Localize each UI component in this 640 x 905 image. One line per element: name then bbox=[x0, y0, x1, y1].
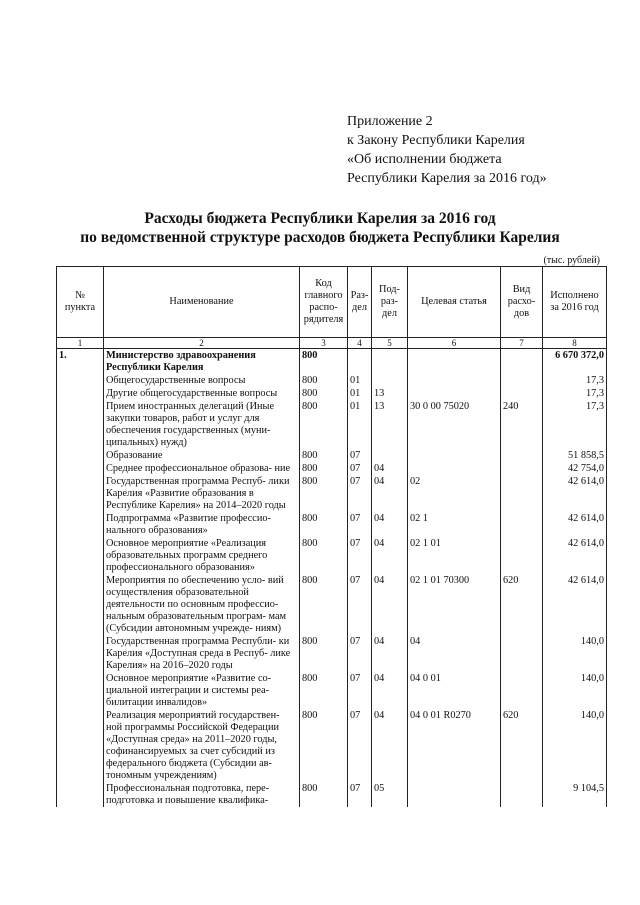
table-row bbox=[57, 462, 607, 475]
table-row bbox=[57, 672, 607, 709]
table-row bbox=[57, 709, 607, 782]
cell-type: 240 bbox=[501, 400, 543, 449]
cell-type bbox=[501, 512, 543, 537]
appendix-block bbox=[347, 112, 547, 188]
cell-name: Подпрограмма «Развитие профессио- нального образования» bbox=[104, 512, 300, 537]
cell-section: 07 bbox=[348, 672, 372, 709]
table-row bbox=[57, 400, 607, 449]
cell-code: 800 bbox=[300, 400, 348, 449]
cell-section: 07 bbox=[348, 475, 372, 512]
column-number: 3 bbox=[300, 338, 348, 349]
header-target: Целевая статья bbox=[408, 267, 501, 338]
cell-code: 800 bbox=[300, 574, 348, 635]
column-number: 1 bbox=[57, 338, 104, 349]
cell-number bbox=[57, 672, 104, 709]
appendix-line: «Об исполнении бюджета bbox=[347, 152, 502, 167]
header-subsection: Под- раз- дел bbox=[372, 267, 408, 338]
column-number: 6 bbox=[408, 338, 501, 349]
column-number: 2 bbox=[104, 338, 300, 349]
cell-code: 800 bbox=[300, 635, 348, 672]
cell-section: 07 bbox=[348, 709, 372, 782]
cell-code: 800 bbox=[300, 709, 348, 782]
column-number: 7 bbox=[501, 338, 543, 349]
cell-target bbox=[408, 782, 501, 807]
cell-subsection: 04 bbox=[372, 574, 408, 635]
cell-target: 04 0 01 bbox=[408, 672, 501, 709]
cell-name: Профессиональная подготовка, пере- подготовка и повышение квалифика- bbox=[104, 782, 300, 807]
cell-amount: 42 614,0 bbox=[543, 574, 607, 635]
cell-amount: 9 104,5 bbox=[543, 782, 607, 807]
cell-amount: 6 670 372,0 bbox=[543, 349, 607, 375]
cell-amount: 42 614,0 bbox=[543, 512, 607, 537]
header-number: № пункта bbox=[57, 267, 104, 338]
cell-target bbox=[408, 387, 501, 400]
cell-section: 01 bbox=[348, 387, 372, 400]
cell-name: Прием иностранных делегаций (Иные закупки товаров, работ и услуг для обеспечения государственных (муни- ципальных) нужд) bbox=[104, 400, 300, 449]
cell-subsection: 04 bbox=[372, 537, 408, 574]
cell-subsection: 04 bbox=[372, 512, 408, 537]
cell-number bbox=[57, 387, 104, 400]
table-row bbox=[57, 475, 607, 512]
cell-section: 01 bbox=[348, 374, 372, 387]
cell-subsection: 04 bbox=[372, 475, 408, 512]
cell-amount: 51 858,5 bbox=[543, 449, 607, 462]
cell-type bbox=[501, 475, 543, 512]
cell-subsection: 04 bbox=[372, 635, 408, 672]
cell-number bbox=[57, 475, 104, 512]
cell-name: Государственная программа Республи- ки Карелия «Доступная среда в Респуб- лике Карелия» на 2016–2020 годы bbox=[104, 635, 300, 672]
cell-type bbox=[501, 635, 543, 672]
cell-type: 620 bbox=[501, 574, 543, 635]
cell-amount: 140,0 bbox=[543, 672, 607, 709]
cell-number bbox=[57, 374, 104, 387]
cell-type bbox=[501, 782, 543, 807]
cell-type bbox=[501, 672, 543, 709]
cell-code: 800 bbox=[300, 672, 348, 709]
cell-amount: 42 614,0 bbox=[543, 475, 607, 512]
cell-amount: 17,3 bbox=[543, 374, 607, 387]
cell-amount: 140,0 bbox=[543, 635, 607, 672]
cell-subsection: 04 bbox=[372, 462, 408, 475]
cell-code: 800 bbox=[300, 387, 348, 400]
header-code: Код главного распо- рядителя bbox=[300, 267, 348, 338]
cell-target: 02 bbox=[408, 475, 501, 512]
appendix-line: Приложение 2 bbox=[347, 114, 433, 129]
cell-amount: 17,3 bbox=[543, 400, 607, 449]
cell-section: 07 bbox=[348, 449, 372, 462]
cell-name: Другие общегосударственные вопросы bbox=[104, 387, 300, 400]
header-type: Вид расхо- дов bbox=[501, 267, 543, 338]
cell-name: Основное мероприятие «Развитие со- циальной интеграции и системы реа- билитации инвалидов» bbox=[104, 672, 300, 709]
cell-type bbox=[501, 537, 543, 574]
table-row bbox=[57, 349, 607, 375]
cell-number bbox=[57, 709, 104, 782]
cell-number bbox=[57, 449, 104, 462]
header-amount: Исполнено за 2016 год bbox=[543, 267, 607, 338]
cell-code: 800 bbox=[300, 782, 348, 807]
cell-name: Среднее профессиональное образова- ние bbox=[104, 462, 300, 475]
cell-target: 30 0 00 75020 bbox=[408, 400, 501, 449]
cell-section: 01 bbox=[348, 400, 372, 449]
cell-section: 07 bbox=[348, 782, 372, 807]
title-line-1: Расходы бюджета Республики Карелия за 2016 год bbox=[144, 210, 496, 227]
cell-code: 800 bbox=[300, 374, 348, 387]
table-row bbox=[57, 374, 607, 387]
cell-target bbox=[408, 374, 501, 387]
title-line-2: по ведомственной структуре расходов бюджета Республики Карелия bbox=[80, 229, 560, 246]
cell-subsection: 13 bbox=[372, 387, 408, 400]
cell-section: 07 bbox=[348, 462, 372, 475]
cell-subsection: 13 bbox=[372, 400, 408, 449]
cell-section: 07 bbox=[348, 574, 372, 635]
cell-number bbox=[57, 537, 104, 574]
cell-name: Мероприятия по обеспечению усло- вий осуществления образовательной деятельности по основным профессио- нальным образовательным програм- мам (Субсидии автономным учрежде- ниям) bbox=[104, 574, 300, 635]
cell-subsection bbox=[372, 449, 408, 462]
cell-code: 800 bbox=[300, 537, 348, 574]
cell-subsection: 04 bbox=[372, 672, 408, 709]
units-note: (тыс. рублей) bbox=[543, 255, 600, 266]
cell-target bbox=[408, 462, 501, 475]
cell-amount: 140,0 bbox=[543, 709, 607, 782]
cell-amount: 42 754,0 bbox=[543, 462, 607, 475]
cell-amount: 42 614,0 bbox=[543, 537, 607, 574]
column-number: 8 bbox=[543, 338, 607, 349]
cell-subsection: 05 bbox=[372, 782, 408, 807]
table-row bbox=[57, 635, 607, 672]
cell-section bbox=[348, 349, 372, 375]
cell-amount: 17,3 bbox=[543, 387, 607, 400]
table-body bbox=[57, 349, 607, 808]
table-row bbox=[57, 387, 607, 400]
table-row bbox=[57, 574, 607, 635]
cell-section: 07 bbox=[348, 537, 372, 574]
cell-number bbox=[57, 635, 104, 672]
table-row bbox=[57, 512, 607, 537]
document-title bbox=[0, 209, 640, 247]
cell-code: 800 bbox=[300, 349, 348, 375]
header-name: Наименование bbox=[104, 267, 300, 338]
cell-subsection bbox=[372, 374, 408, 387]
cell-type: 620 bbox=[501, 709, 543, 782]
cell-number bbox=[57, 574, 104, 635]
cell-type bbox=[501, 374, 543, 387]
table-row bbox=[57, 782, 607, 807]
cell-name: Государственная программа Респуб- лики Карелия «Развитие образования в Республике Карелия» на 2014–2020 годы bbox=[104, 475, 300, 512]
cell-name: Реализация мероприятий государствен- ной программы Российской Федерации «Доступная среда» на 2011–2020 годы, софинансируемых за счет субсидий из федерального бюджета (Субсидии ав- тономным учреждениям) bbox=[104, 709, 300, 782]
cell-code: 800 bbox=[300, 449, 348, 462]
cell-target bbox=[408, 349, 501, 375]
cell-number bbox=[57, 512, 104, 537]
cell-number bbox=[57, 400, 104, 449]
cell-number: 1. bbox=[57, 349, 104, 375]
appendix-line: Республики Карелия за 2016 год» bbox=[347, 171, 547, 186]
cell-number bbox=[57, 462, 104, 475]
cell-section: 07 bbox=[348, 512, 372, 537]
cell-target: 04 bbox=[408, 635, 501, 672]
cell-type bbox=[501, 449, 543, 462]
appendix-line: к Закону Республики Карелия bbox=[347, 133, 525, 148]
cell-name: Основное мероприятие «Реализация образовательных программ среднего профессионального образования» bbox=[104, 537, 300, 574]
column-number: 4 bbox=[348, 338, 372, 349]
cell-type bbox=[501, 462, 543, 475]
cell-target: 02 1 01 bbox=[408, 537, 501, 574]
cell-subsection: 04 bbox=[372, 709, 408, 782]
cell-name: Министерство здравоохранения Республики Карелия bbox=[104, 349, 300, 375]
header-section: Раз- дел bbox=[348, 267, 372, 338]
cell-target: 02 1 01 70300 bbox=[408, 574, 501, 635]
cell-code: 800 bbox=[300, 462, 348, 475]
column-number: 5 bbox=[372, 338, 408, 349]
expenditure-table bbox=[56, 266, 607, 807]
cell-code: 800 bbox=[300, 512, 348, 537]
cell-section: 07 bbox=[348, 635, 372, 672]
cell-type bbox=[501, 349, 543, 375]
cell-name: Общегосударственные вопросы bbox=[104, 374, 300, 387]
cell-subsection bbox=[372, 349, 408, 375]
cell-name: Образование bbox=[104, 449, 300, 462]
cell-target bbox=[408, 449, 501, 462]
cell-number bbox=[57, 782, 104, 807]
cell-code: 800 bbox=[300, 475, 348, 512]
cell-target: 02 1 bbox=[408, 512, 501, 537]
table-row bbox=[57, 537, 607, 574]
cell-type bbox=[501, 387, 543, 400]
table-row bbox=[57, 449, 607, 462]
cell-target: 04 0 01 R0270 bbox=[408, 709, 501, 782]
